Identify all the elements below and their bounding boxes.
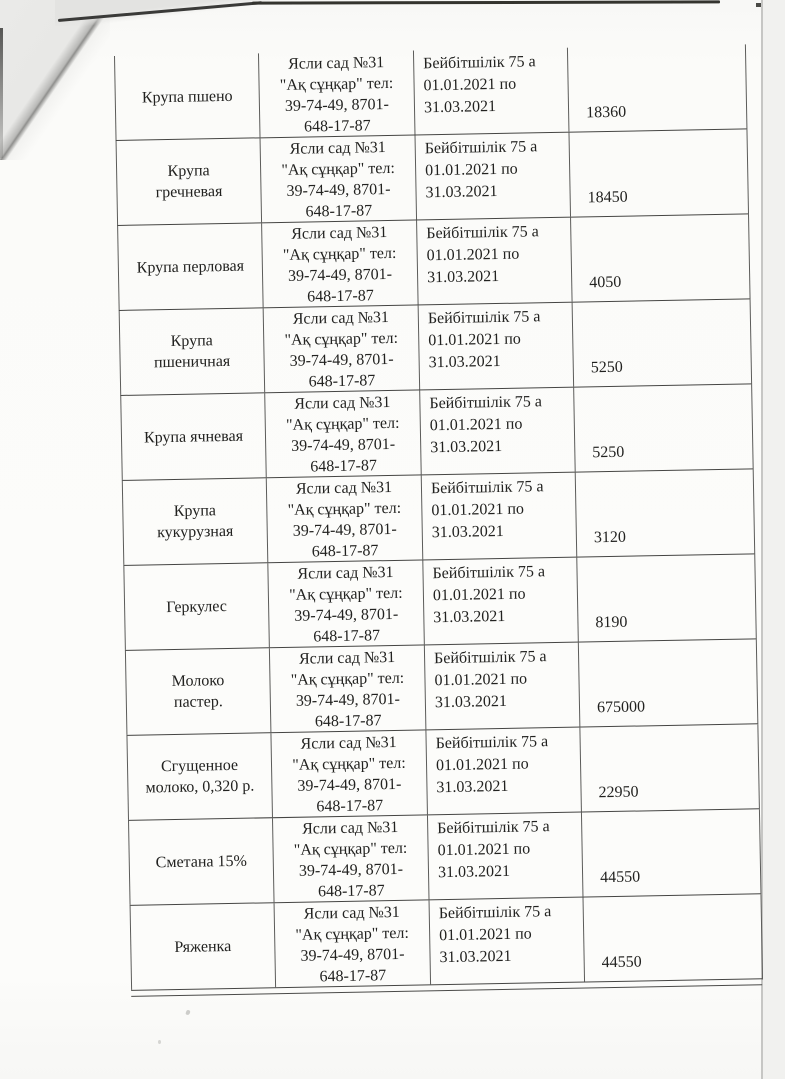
product-name: Ряженка	[130, 903, 277, 990]
product-name: Крупа ячневая	[120, 393, 267, 480]
amount-value: 3120	[593, 528, 627, 547]
product-name: Крупа пшеничная	[119, 308, 266, 395]
amount-value: 5250	[592, 443, 625, 462]
address-period: Бейбітшілік 75 а 01.01.2021 по 31.03.2021	[416, 133, 572, 220]
paper-edge-strip	[763, 0, 785, 1079]
table-row	[120, 384, 753, 481]
address-period: Бейбітшілік 75 а 01.01.2021 по 31.03.2021	[425, 643, 581, 730]
amount-value: 4050	[589, 273, 622, 292]
paper-speck	[158, 1040, 161, 1044]
scan-edge-mark	[0, 28, 3, 158]
table-row	[126, 724, 759, 821]
supplier-info: Ясли сад №31 "Ақ сұңқар" тел: 39-74-49, 8701- 648-17-87	[273, 815, 430, 902]
table-row	[122, 469, 755, 566]
table-row	[116, 129, 749, 226]
amount-value: 18450	[587, 188, 628, 207]
address-period: Бейбітшілік 75 а 01.01.2021 по 31.03.2021	[426, 728, 582, 815]
table-row	[128, 809, 761, 906]
product-name: Геркулес	[123, 563, 270, 650]
amount-value: 44550	[599, 868, 641, 887]
scan-line	[252, 0, 720, 4]
supplier-info: Ясли сад №31 "Ақ сұңқар" тел: 39-74-49, 8701- 648-17-87	[271, 730, 428, 817]
table-row	[125, 639, 758, 736]
amount-value: 8190	[595, 613, 628, 632]
address-period: Бейбітшілік 75 а 01.01.2021 по 31.03.2021	[414, 48, 570, 135]
table-row	[130, 894, 763, 991]
amount-value: 22950	[598, 783, 639, 802]
amount-value: 675000	[596, 698, 646, 717]
supplier-info: Ясли сад №31 "Ақ сұңқар" тел: 39-74-49, 8701- 648-17-87	[261, 135, 418, 222]
table-row	[123, 554, 756, 651]
supplier-info: Ясли сад №31 "Ақ сұңқар" тел: 39-74-49, 8701- 648-17-87	[270, 645, 427, 732]
amount-value: 5250	[590, 358, 623, 377]
paper-speck	[185, 1009, 190, 1015]
table-row	[114, 44, 747, 141]
table-row	[117, 214, 750, 311]
amount-value: 18360	[585, 103, 627, 122]
product-name: Сметана 15%	[128, 818, 275, 905]
address-period: Бейбітшілік 75 а 01.01.2021 по 31.03.2021	[422, 473, 578, 560]
address-period: Бейбітшілік 75 а 01.01.2021 по 31.03.2021	[417, 218, 573, 305]
procurement-table	[114, 44, 763, 996]
product-name: Сгущенное молоко, 0,320 р.	[126, 733, 273, 820]
product-name: Крупа гречневая	[116, 138, 263, 225]
table-row	[119, 299, 752, 396]
product-name: Крупа пшено	[114, 53, 261, 140]
supplier-info: Ясли сад №31 "Ақ сұңқар" тел: 39-74-49, 8701- 648-17-87	[264, 305, 421, 392]
supplier-info: Ясли сад №31 "Ақ сұңқар" тел: 39-74-49, 8701- 648-17-87	[268, 560, 425, 647]
amount-value: 44550	[601, 953, 642, 972]
address-period: Бейбітшілік 75 а 01.01.2021 по 31.03.2021	[420, 388, 576, 475]
address-period: Бейбітшілік 75 а 01.01.2021 по 31.03.2021	[430, 898, 586, 985]
address-period: Бейбітшілік 75 а 01.01.2021 по 31.03.2021	[423, 558, 579, 645]
supplier-info: Ясли сад №31 "Ақ сұңқар" тел: 39-74-49, 8701- 648-17-87	[262, 220, 419, 307]
address-period: Бейбітшілік 75 а 01.01.2021 по 31.03.2021	[428, 813, 584, 900]
address-period: Бейбітшілік 75 а 01.01.2021 по 31.03.2021	[419, 303, 575, 390]
supplier-info: Ясли сад №31 "Ақ сұңқар" тел: 39-74-49, 8701- 648-17-87	[275, 900, 432, 987]
supplier-info: Ясли сад №31 "Ақ сұңқар" тел: 39-74-49, 8701- 648-17-87	[267, 475, 424, 562]
product-name: Молоко пастер.	[125, 648, 272, 735]
product-name: Крупа кукурузная	[122, 478, 269, 565]
supplier-info: Ясли сад №31 "Ақ сұңқар" тел: 39-74-49, 8701- 648-17-87	[259, 51, 416, 138]
product-name: Крупа перловая	[117, 223, 264, 310]
supplier-info: Ясли сад №31 "Ақ сұңқар" тел: 39-74-49, 8701- 648-17-87	[265, 390, 422, 477]
